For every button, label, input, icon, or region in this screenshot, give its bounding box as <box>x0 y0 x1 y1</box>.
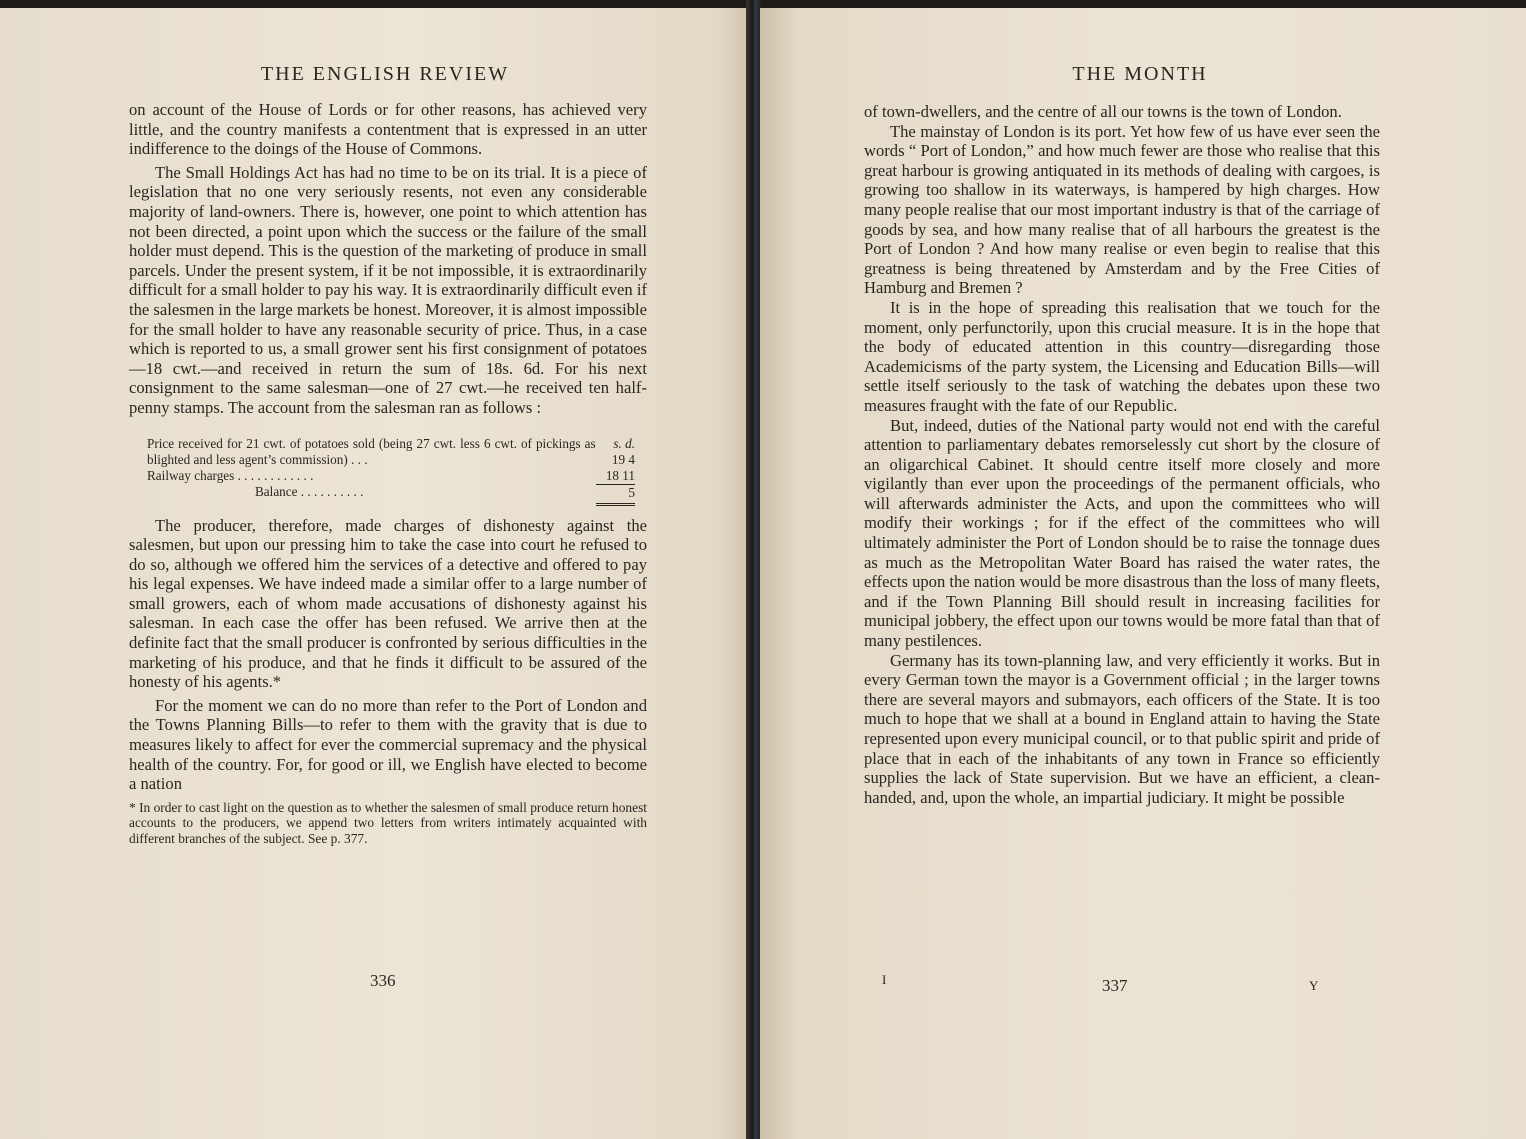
left-body-text <box>129 100 647 847</box>
page-number-right: 337 <box>1102 976 1128 995</box>
right-body-text <box>864 102 1380 807</box>
left-page <box>0 8 748 1139</box>
paragraph: on account of the House of Lords or for other reasons, has achieved very little, and the country manifests a contentment that is expressed in an utter indifference to the doings of the House of Commons. <box>129 100 647 159</box>
balance-label: Balance . . . . . . . . . . <box>255 484 364 499</box>
account-row-amount: 18 11 <box>605 467 635 483</box>
paragraph: But, indeed, duties of the National party would not end with the careful attention to parliamentary debates remorselessly cut short by the closure of an oligarchical Cabinet. It should centre itself more closely and more vigilantly than ever upon the proceedings of the permanent officials, who will afterwards administer the Acts, and upon the committees who will modify their workings ; for if the effect of the committees who will ultimately administer the Port of London should be to raise the tonnage dues as much as the Metropolitan Water Board has raised the water rates, the effects upon the nation would be more disastrous than the loss of many fleets, and if the Town Planning Bill should result in increasing facilities for municipal jobbery, the effect upon our towns would be more fatal than that of many pestilences. <box>864 415 1380 651</box>
paragraph: The mainstay of London is its port. Yet how few of us have ever seen the words “ Port of London,” and how much fewer are those who realise that this great harbour is growing antiquated in its methods of dealing with cargoes, is growing too shallow in its waterways, is hampered by high charges. How many people realise that our most important industry is that of the carriage of goods by sea, and how many realise that of all harbours the greatest is the Port of London ? And how many realise or even begin to realise that this greatness is being threatened by Amsterdam and by the Free Cities of Hamburg and Bremen ? <box>864 121 1380 298</box>
running-head-left: THE ENGLISH REVIEW <box>260 63 510 85</box>
salesman-account-table <box>147 436 635 506</box>
right-page <box>760 8 1526 1139</box>
account-row-label: Railway charges . . . . . . . . . . . . <box>147 467 314 483</box>
account-column-heading: s. d. <box>613 435 635 451</box>
paragraph: of town-dwellers, and the centre of all our towns is the town of London. <box>864 102 1342 121</box>
account-row-amount: 19 4 <box>611 451 635 467</box>
paragraph: The Small Holdings Act has had no time to be on its trial. It is a piece of legislation that no one very seriously resents, not even any considerable majority of land-owners. There is, however, one point to which attention has not been directed, a point upon which the success or the failure of the small holder must depend. This is the question of the marketing of produce in small parcels. Under the present system, if it be not impossible, it is extraordinarily difficult for a small holder to pay his way. It is extraordinarily difficult even if the salesmen in the large markets be honest. Moreover, it is almost impossible for the small holder to have any reasonable security of price. Thus, in a case which is reported to us, a small grower sent his first consignment of potatoes—18 cwt.—and received in return the sum of 18s. 6d. For his next consignment to the same salesman—one of 27 cwt.—he received ten half-penny stamps. The account from the salesman ran as follows : <box>129 162 647 417</box>
paragraph: Germany has its town-planning law, and very efficiently it works. But in every German town the mayor is a Government official ; in the larger towns there are several mayors and submayors, each officers of the State. It is too much to hope that we shall at a bound in England attain to having the State represented upon every municipal council, or to that public spirit and pride of place that in each of the inhabitants of any town in France so efficiently supplies the lack of State supervision. But we have an efficient, a clean-handed, and, upon the whole, an impartial judiciary. It might be possible <box>864 650 1380 807</box>
account-row-label: Price received for 21 cwt. of potatoes sold (being 27 cwt. less 6 cwt. of pickings as blighted and less agent’s commission) . . . <box>147 435 596 467</box>
paragraph: For the moment we can do no more than refer to the Port of London and the Towns Planning Bills—to refer to them with the gravity that is due to measures likely to affect for ever the commercial supremacy and the physical health of the country. For, for good or ill, we English have elected to become a nation <box>129 695 647 794</box>
footnote <box>129 800 647 847</box>
signature-letter: Y <box>1309 978 1319 993</box>
balance-amount: 5 <box>596 484 635 504</box>
running-head-right: THE MONTH <box>1072 63 1208 85</box>
page-number-left: 336 <box>370 971 396 990</box>
paragraph: It is in the hope of spreading this realisation that we touch for the moment, only perfunctorily, upon this crucial measure. It is in the hope that the body of educated attention in this country—disregarding those Academicisms of the party system, the Licensing and Education Bills—will settle itself seriously to the task of watching the debates upon these two measures fraught with the fate of our Republic. <box>864 297 1380 415</box>
paragraph: The producer, therefore, made charges of dishonesty against the salesmen, but upon our pressing him to take the case into court he refused to do so, although we offered him the services of a detective and offered to pay his legal expenses. We have indeed made a similar offer to a large number of small growers, each of whom made accusations of dishonesty against his salesman. In each case the offer has been refused. We arrive then at the definite fact that the small producer is confronted by serious difficulties in the marketing of his produce, and that he finds it difficult to be assured of the honesty of his agents.* <box>129 515 647 692</box>
footnote-text: * In order to cast light on the question as to whether the salesmen of small produce return honest accounts to the producers, we append two letters from writers intimately acquainted with different branches of the subject. See p. 377. <box>129 799 647 846</box>
signature-mark: I <box>882 972 887 987</box>
